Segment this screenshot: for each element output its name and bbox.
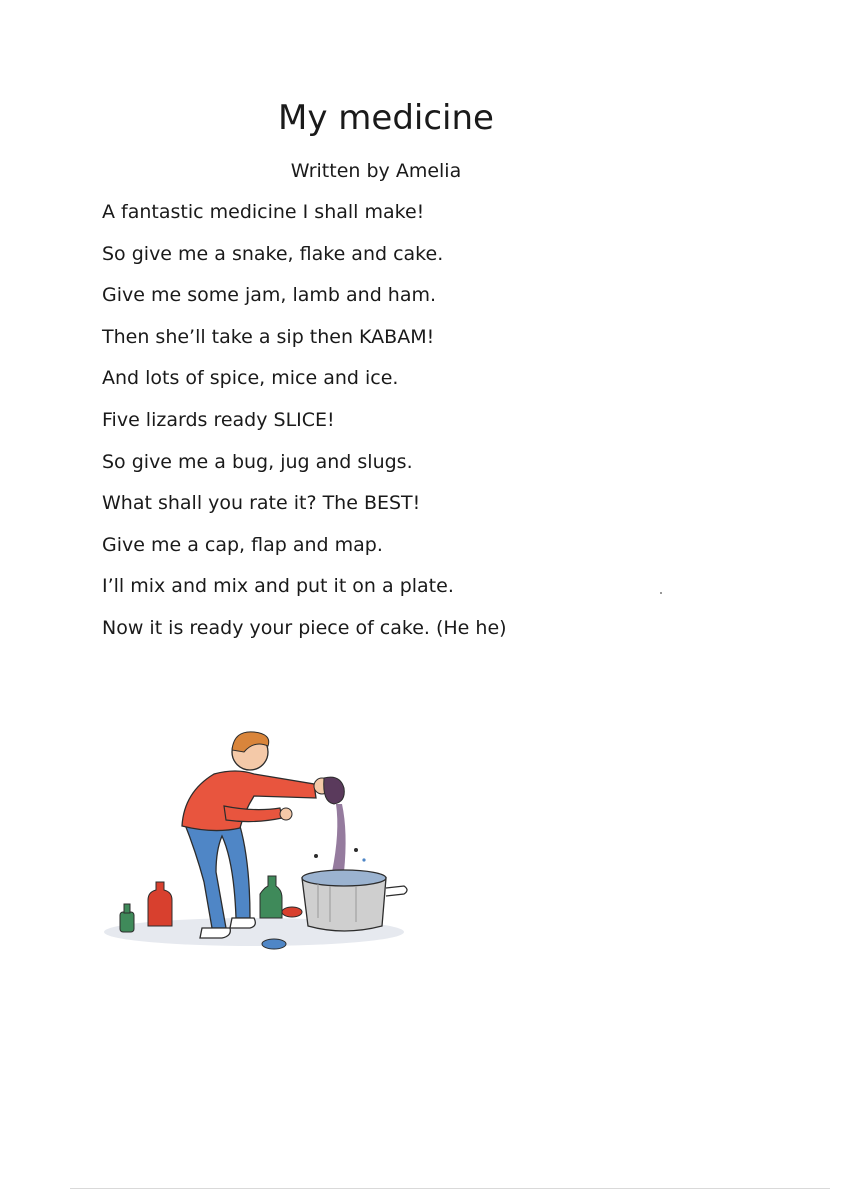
poem-line: Now it is ready your piece of cake. (He he) <box>102 616 507 639</box>
poem-line: Give me some jam, lamb and ham. <box>102 284 437 307</box>
red-lid-icon <box>282 907 302 917</box>
scan-speck <box>660 592 662 594</box>
poem-line: Then she’ll take a sip then KABAM! <box>102 325 435 348</box>
poem-line: A fantastic medicine I shall make! <box>102 201 425 223</box>
red-bottle-icon <box>148 882 172 926</box>
green-bottle-icon <box>120 904 134 932</box>
poem-title: My medicine <box>278 98 494 138</box>
poem-line: What shall you rate it? The BEST! <box>102 492 421 515</box>
poem-line: So give me a bug, jug and slugs. <box>102 450 413 473</box>
boy-mixing-medicine-icon <box>104 722 424 958</box>
blue-blob-icon <box>262 939 286 949</box>
author-line: Written by Amelia <box>290 160 462 182</box>
poem-line: I’ll mix and mix and put it on a plate. <box>102 575 454 598</box>
poem-line: Give me a cap, flap and map. <box>102 533 383 556</box>
poem-line: Five lizards ready SLICE! <box>102 408 335 431</box>
green-bottle-icon <box>260 876 282 918</box>
poem-line: So give me a snake, flake and cake. <box>102 242 444 265</box>
poem-line: And lots of spice, mice and ice. <box>102 367 399 390</box>
scan-edge-line <box>70 1188 830 1189</box>
poem-body <box>102 199 507 657</box>
cooking-pot-icon <box>302 870 407 931</box>
